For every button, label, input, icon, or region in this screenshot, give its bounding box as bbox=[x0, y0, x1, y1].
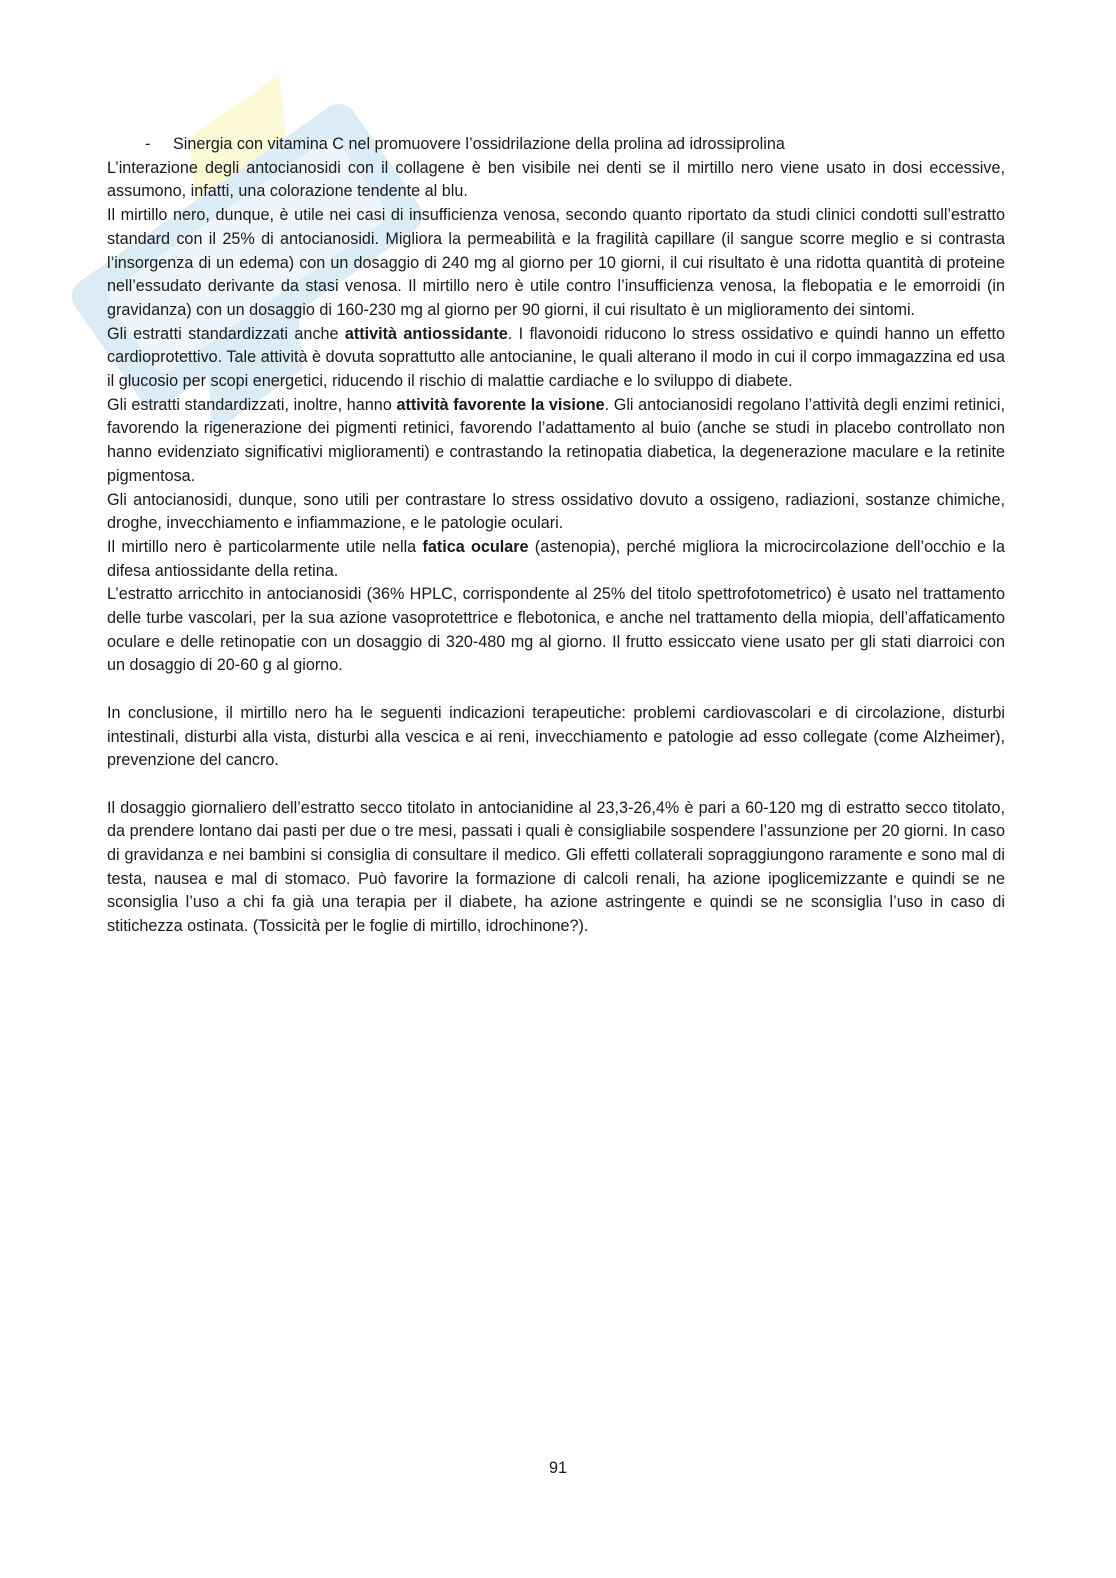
bullet-item bbox=[107, 133, 1005, 157]
bold-term: fatica oculare bbox=[422, 537, 529, 556]
page-number: 91 bbox=[548, 1459, 567, 1477]
paragraph-oxidative-stress: Gli antocianosidi, dunque, sono utili per contrastare lo stress ossidativo dovuto a ossigeno, radiazioni, sostanze chimiche, droghe, invecchiamento e infiammazione, e le patologie oculari. bbox=[107, 490, 1005, 533]
document-body bbox=[107, 133, 1005, 939]
paragraph-eye-fatigue bbox=[107, 536, 1005, 583]
paragraph-text: Gli estratti standardizzati, inoltre, hanno bbox=[107, 395, 397, 414]
paragraph-gap bbox=[107, 773, 1005, 797]
paragraph-gap bbox=[107, 678, 1005, 702]
paragraph-conclusion: In conclusione, il mirtillo nero ha le seguenti indicazioni terapeutiche: problemi cardiovascolari e di circolazione, disturbi intestinali, disturbi alla vista, disturbi alla vescica e ai reni, invecchiamento e patologie ad esso collegate (come Alzheimer), prevenzione del cancro. bbox=[107, 703, 1005, 770]
bullet-marker: - bbox=[145, 135, 151, 153]
paragraph-antioxidant bbox=[107, 323, 1005, 394]
paragraph-text: (astenopia), perché migliora la microcircolazione dell’occhio e la difesa antiossidante della retina. bbox=[107, 537, 1005, 580]
paragraph-collagen: L’interazione degli antocianosidi con il collagene è ben visibile nei denti se il mirtillo nero viene usato in dosi eccessive, assumono, infatti, una colorazione tendente al blu. bbox=[107, 158, 1005, 201]
paragraph-text: . I flavonoidi riducono lo stress ossidativo e quindi hanno un effetto cardioprotettivo. Tale attività è dovuta soprattutto alle antocianine, le quali alterano il modo in cui il corpo immagazzina ed usa il glucosio per scopi energetici, riducendo il rischio di malattie cardiache e lo sviluppo di diabete. bbox=[107, 324, 1005, 391]
paragraph-vision bbox=[107, 394, 1005, 489]
bold-term: attività favorente la visione bbox=[396, 395, 605, 414]
paragraph-text: Gli estratti standardizzati anche bbox=[107, 324, 345, 343]
paragraph-enriched-extract: L’estratto arricchito in antocianosidi (36% HPLC, corrispondente al 25% del titolo spettrofotometrico) è usato nel trattamento delle turbe vascolari, per la sua azione vasoprotettrice e flebotonica, e anche nel trattamento della miopia, dell’affaticamento oculare e delle retinopatie con un dosaggio di 320-480 mg al giorno. Il frutto essiccato viene usato per gli stati diarroici con un dosaggio di 20-60 g al giorno. bbox=[107, 585, 1005, 675]
bullet-text: Sinergia con vitamina C nel promuovere l’ossidrilazione della prolina ad idrossiprolina bbox=[173, 135, 785, 153]
paragraph-venous-insufficiency: Il mirtillo nero, dunque, è utile nei casi di insufficienza venosa, secondo quanto riportato da studi clinici condotti sull’estratto standard con il 25% di antocianosidi. Migliora la permeabilità e la fragilità capillare (il sangue scorre meglio e si contrasta l’insorgenza di un edema) con un dosaggio di 240 mg al giorno per 10 giorni, il cui risultato è una ridotta quantità di proteine nell’essudato derivante da stasi venosa. Il mirtillo nero è utile contro l’insufficienza venosa, la flebopatia e le emorroidi (in gravidanza) con un dosaggio di 160-230 mg al giorno per 90 giorni, il cui risultato è un miglioramento dei sintomi. bbox=[107, 206, 1005, 319]
paragraph-text: Il mirtillo nero è particolarmente utile nella bbox=[107, 537, 423, 556]
paragraph-text: . Gli antocianosidi regolano l’attività degli enzimi retinici, favorendo la rigenerazione dei pigmenti retinici, favorendo l’adattamento al buio (anche se studi in placebo controllato non hanno evidenziato significativi miglioramenti) e contrastando la retinopatia diabetica, la degenerazione maculare e la retinite pigmentosa. bbox=[107, 395, 1005, 485]
paragraph-dosage: Il dosaggio giornaliero dell’estratto secco titolato in antocianidine al 23,3-26,4% è pari a 60-120 mg di estratto secco titolato, da prendere lontano dai pasti per due o tre mesi, passati i quali è consigliabile sospendere l’assunzione per 20 giorni. In caso di gravidanza e nei bambini si consiglia di consultare il medico. Gli effetti collaterali sopraggiungono raramente e sono mal di testa, nausea e mal di stomaco. Può favorire la formazione di calcoli renali, ha azione ipoglicemizzante e quindi se ne sconsiglia l’uso a chi fa già una terapia per il diabete, ha azione astringente e quindi se ne sconsiglia l’uso in caso di stitichezza ostinata. (Tossicità per le foglie di mirtillo, idrochinone?). bbox=[107, 798, 1005, 936]
bold-term: attività antiossidante bbox=[344, 324, 508, 343]
